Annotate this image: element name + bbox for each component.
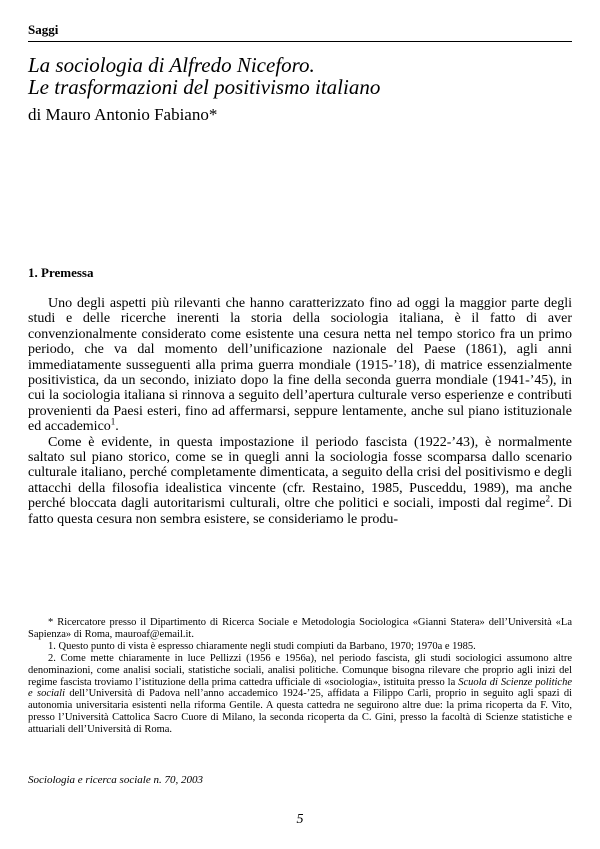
- paragraph-2-end: . Di fatto questa cesura non sembra esistere, se consideriamo le produ-: [28, 496, 573, 527]
- footnotes: [28, 617, 572, 736]
- section-heading: 1. Premessa: [28, 265, 94, 280]
- footnote-ref-1: 1: [110, 416, 116, 427]
- footnote-2-part-b: dell’Università di Padova nell’anno accademico 1924-’25, affidata a Filippo Carli, proprio in seguito agli spazi di autonomia universitaria esistenti nella riforma Gentile. A questa cattedra ne seguirono altre due: la prima ricoperta da F. Vito, presso l’Università Cattolica Sacro Cuore di Milano, la seconda ricoperta da C. Gini, presso la facoltà di Scienze statistiche e attuariali dell’Università di Roma.: [28, 688, 572, 736]
- footnote-2-part-a: 2. Come mette chiaramente in luce Pellizzi (1956 e 1956a), nel periodo fascista, gli studi sociologici assumono altre denominazioni, come analisi sociali, statistiche sociali, analisi politiche. Comunque bisogna rilevare che proprio agli inizi del regime fascista troviamo l’istituzione della prima cattedra ufficiale di «sociologia», istituita presso la: [28, 652, 572, 688]
- paragraph-1-text: Uno degli aspetti più rilevanti che hanno caratterizzato fino ad oggi la maggior parte degli studi e delle ricerche inerenti la storia della sociologia italiana, è il fatto di aver convenzionalmente considerato come esistente una cesura netta nel tempo storico fra un primo periodo, che va dal momento dell’unificazione nazionale del Paese (1861), agli anni immediatamente susseguenti alla prima guerra mondiale (1915-’18), di matrice essenzialmente positivistica, da un secondo, iniziato dopo la fine della seconda guerra mondiale (1941-’45), in cui la sociologia italiana si rinnova a seguito dell’apertura culturale verso esperienze e contributi provenienti da Paesi esteri, fino ad affermarsi, seppure lentamente, anche sul piano istituzionale ed accademico: [28, 296, 572, 435]
- paragraph-1: [28, 296, 572, 435]
- body-text: [28, 296, 572, 527]
- footnote-ref-2: 2: [545, 493, 550, 504]
- footnote-2: [28, 653, 572, 736]
- footnote-2-italic: Scuola di Scienze politiche e sociali: [28, 676, 572, 700]
- title-line-1: La sociologia di Alfredo Niceforo.: [28, 53, 315, 77]
- journal-citation: Sociologia e ricerca sociale n. 70, 2003: [28, 774, 203, 786]
- paragraph-1-end: .: [115, 419, 119, 435]
- paragraph-2: [28, 435, 572, 527]
- page-number: 5: [296, 812, 304, 827]
- section-label: Saggi: [28, 22, 59, 37]
- footnote-author: * Ricercatore presso il Dipartimento di Ricerca Sociale e Metodologia Sociologica «Gianni Statera» dell’Università «La Sapienza» di Roma, mauroaf@email.it.: [28, 617, 572, 640]
- paragraph-2-text: Come è evidente, in questa impostazione il periodo fascista (1922-’43), è normalmente saltato sul piano storico, come se in quegli anni la sociologia fosse scomparsa dallo scenario culturale italiano, perché completamente dimenticata, a seguito della crisi del positivismo e degli attacchi della filosofia idealistica vincente (cfr. Restaino, 1985, Pusceddu, 1989), ma anche perché bloccata dagli autoritarismi culturali, oltre che politici e sociali, imposti dal regime: [28, 434, 572, 512]
- article-title: [28, 54, 568, 98]
- author-line: di Mauro Antonio Fabiano*: [28, 105, 218, 124]
- footnote-1: 1. Questo punto di vista è espresso chiaramente negli studi compiuti da Barbano, 1970; 1970a e 1985.: [48, 640, 476, 652]
- title-line-2: Le trasformazioni del positivismo italiano: [28, 75, 381, 99]
- header-rule: [28, 41, 572, 42]
